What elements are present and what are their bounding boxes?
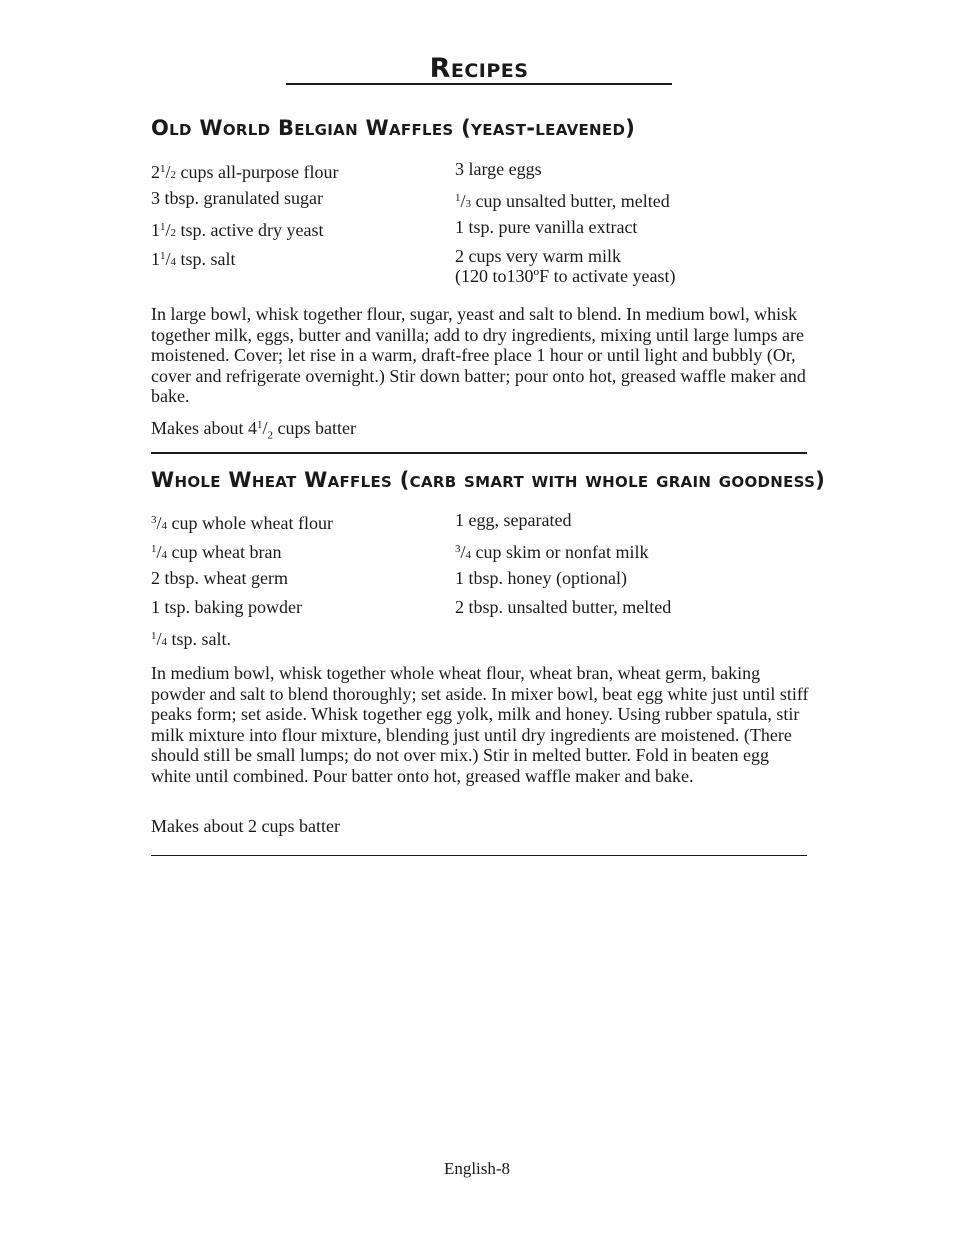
ingredient: 1 egg, separated <box>455 510 572 530</box>
recipe-subtitle: (carb smart with whole grain goodness) <box>399 468 826 492</box>
ingredient: 2 tbsp. unsalted butter, melted <box>455 597 672 617</box>
directions: In large bowl, whisk together flour, sugar, yeast and salt to blend. In medium bowl, whisk together milk, eggs, butter and vanilla; add to dry ingredients, mixing until large lumps are moistened. Cover; let rise in a warm, draft-free place 1 hour or until light and bubbly (Or, cover and refrigerate overnight.) Stir down batter; pour onto hot, greased waffle maker and bake. <box>151 304 806 407</box>
ingredient: 3 tbsp. granulated sugar <box>151 188 323 208</box>
recipe-subtitle: (yeast-leavened) <box>461 116 636 140</box>
ingredient: $1^1/4$ tsp. salt <box>151 249 236 269</box>
ingredient: $^3$/4 cup skim or nonfat milk <box>455 542 649 562</box>
ingredient: 1 tsp. baking powder <box>151 597 302 617</box>
yield: Makes about $4^1/_2$ cups batter <box>151 418 356 442</box>
ingredient: 1 tsp. pure vanilla extract <box>455 217 638 237</box>
ingredient: 1 tbsp. honey (optional) <box>455 568 627 588</box>
ingredient: $^1$/4 cup wheat bran <box>151 542 282 562</box>
ingredient: $1^1/2$ tsp. active dry yeast <box>151 220 324 240</box>
ingredient: $^1$/4 tsp. salt. <box>151 629 232 649</box>
section-divider <box>151 855 807 856</box>
directions: In medium bowl, whisk together whole wheat flour, wheat bran, wheat germ, baking powder and salt to blend thoroughly; set aside. In mixer bowl, beat egg white just until stiff peaks form; set aside. Whisk together egg yolk, milk and honey. Using rubber spatula, stir milk mixture into flour mixture, blending just until dry ingredients are moistened. (There should still be small lumps; do not over mix.) Stir in melted butter. Fold in beaten egg white until combined. Pour batter onto hot, greased waffle maker and bake. <box>151 663 809 786</box>
ingredient-note: (120 to130ºF to activate yeast) <box>455 266 676 286</box>
ingredient: $^3$/4 cup whole wheat flour <box>151 513 333 533</box>
section-divider <box>151 452 807 454</box>
ingredient: $^1$/3 cup unsalted butter, melted <box>455 191 670 211</box>
recipe-title <box>151 114 811 142</box>
ingredient: $2^1/2$ cups all-purpose flour <box>151 162 339 182</box>
recipe-title <box>151 466 826 494</box>
ingredient: 3 large eggs <box>455 159 542 179</box>
page-title: Recipes <box>429 53 529 84</box>
recipe-title-main: Old World Belgian Waffles <box>151 116 454 140</box>
page-number: English-8 <box>443 1159 511 1178</box>
ingredient: 2 tbsp. wheat germ <box>151 568 288 588</box>
title-rule <box>286 83 672 85</box>
recipe-title-main: Whole Wheat Waffles <box>151 468 393 492</box>
yield: Makes about 2 cups batter <box>151 816 340 836</box>
ingredient: 2 cups very warm milk <box>455 246 621 266</box>
